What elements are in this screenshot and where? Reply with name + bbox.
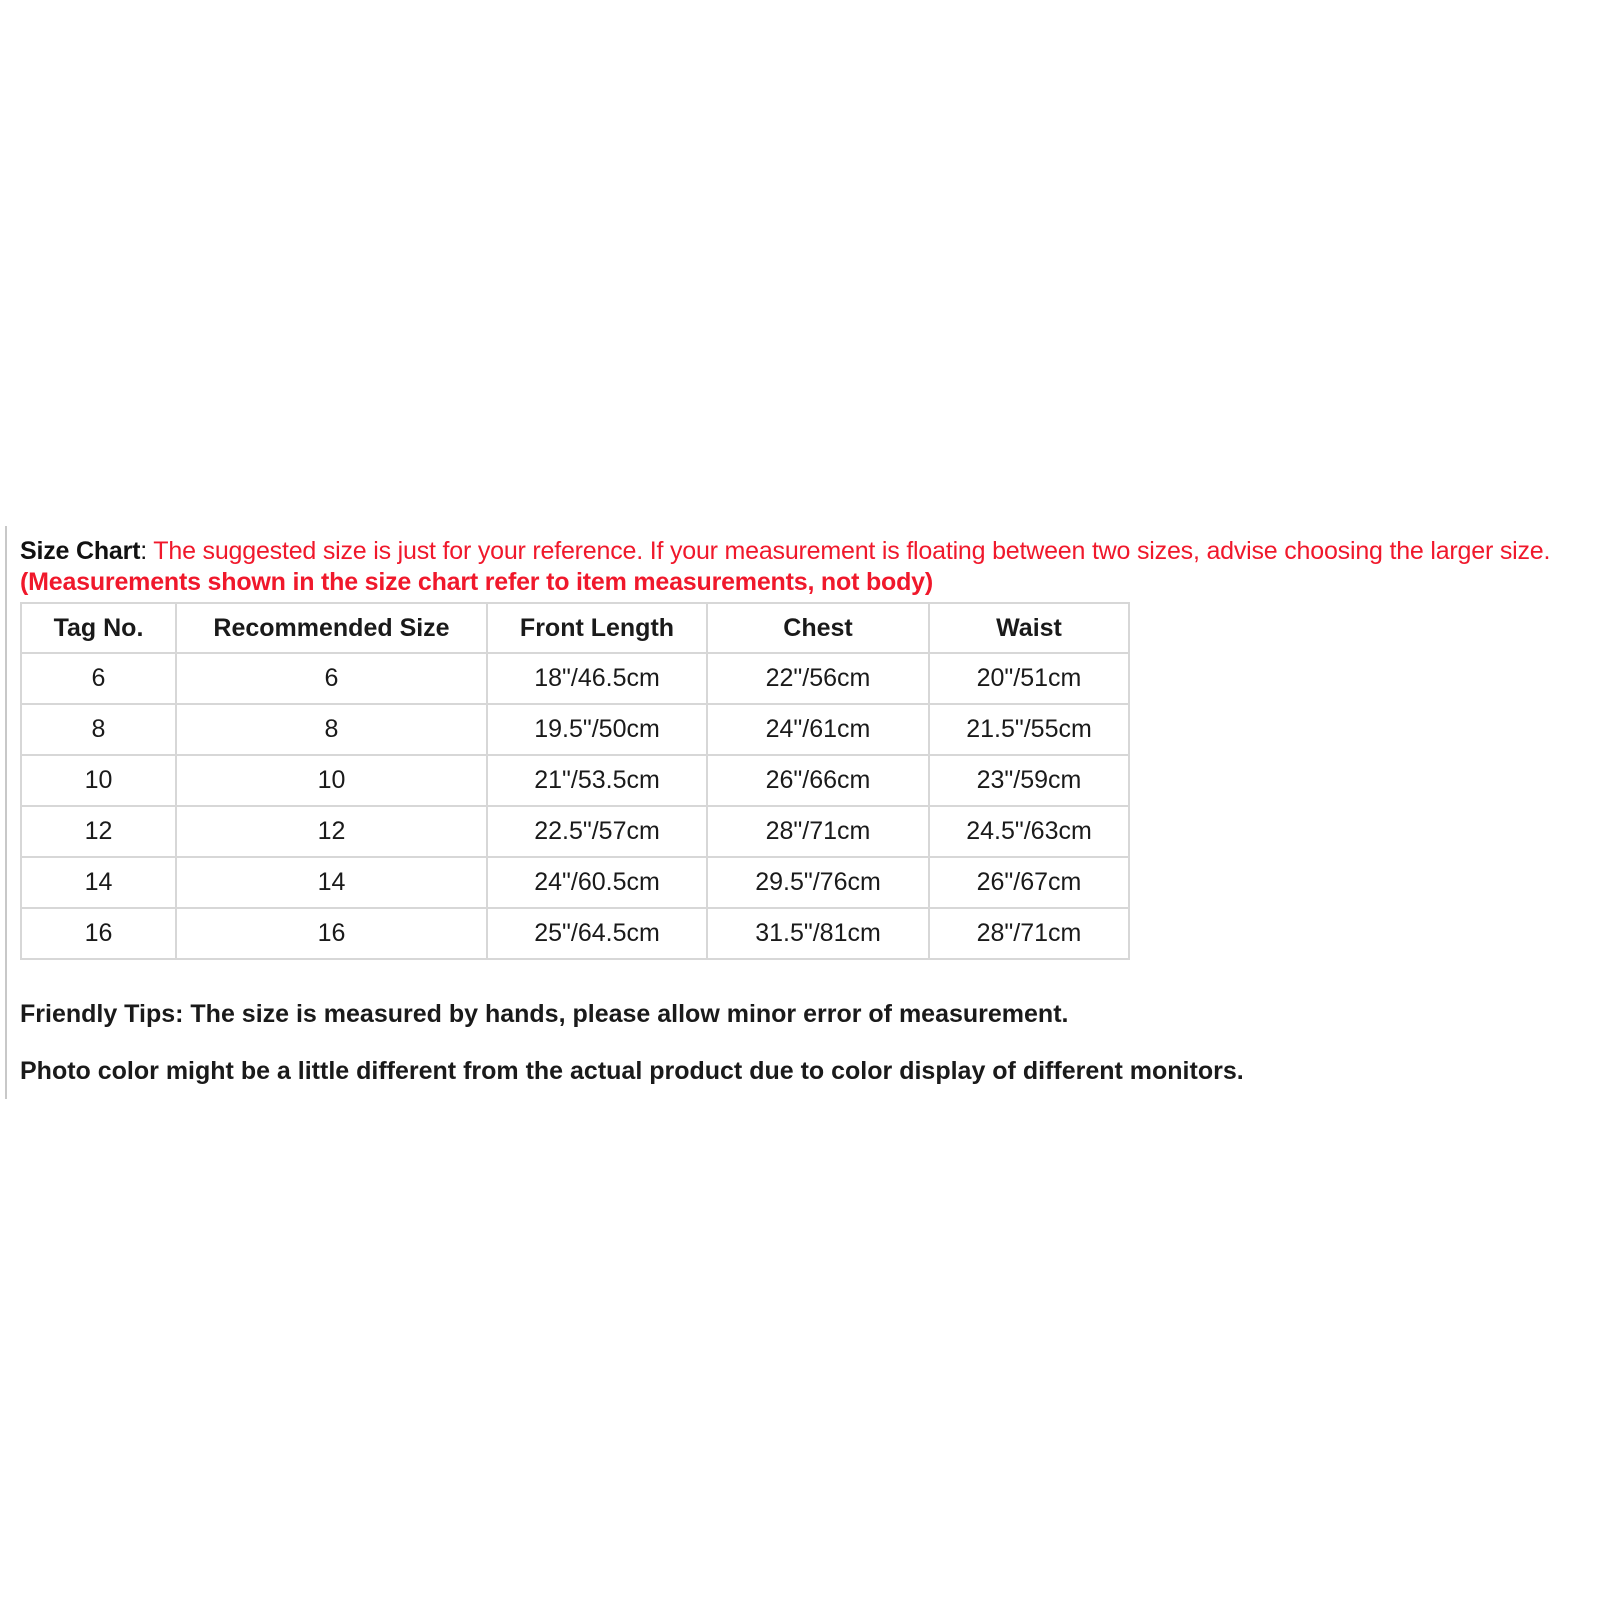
table-row <box>21 857 1129 908</box>
size-chart-label: Size Chart <box>20 537 141 565</box>
size-chart-colon: : <box>140 537 148 565</box>
cell-tag-no: 12 <box>21 806 176 857</box>
table-header-row <box>21 603 1129 653</box>
header-waist: Waist <box>929 603 1129 653</box>
size-chart-panel <box>5 526 1617 1099</box>
cell-waist: 24.5"/63cm <box>929 806 1129 857</box>
cell-waist: 26"/67cm <box>929 857 1129 908</box>
cell-chest: 31.5"/81cm <box>707 908 929 959</box>
size-chart-description: The suggested size is just for your reference. If your measurement is floating between two sizes, advise choosing the larger size. <box>147 537 1551 565</box>
header-front-length: Front Length <box>487 603 707 653</box>
cell-front-length: 24"/60.5cm <box>487 857 707 908</box>
friendly-tips: Friendly Tips: The size is measured by hands, please allow minor error of measurement. <box>20 1000 1069 1028</box>
cell-front-length: 19.5"/50cm <box>487 704 707 755</box>
cell-tag-no: 8 <box>21 704 176 755</box>
cell-chest: 24"/61cm <box>707 704 929 755</box>
size-chart-note: (Measurements shown in the size chart refer to item measurements, not body) <box>20 568 933 596</box>
cell-recommended-size: 8 <box>176 704 487 755</box>
cell-chest: 22"/56cm <box>707 653 929 704</box>
cell-recommended-size: 6 <box>176 653 487 704</box>
cell-chest: 28"/71cm <box>707 806 929 857</box>
cell-waist: 21.5"/55cm <box>929 704 1129 755</box>
cell-tag-no: 10 <box>21 755 176 806</box>
header-recommended-size: Recommended Size <box>176 603 487 653</box>
cell-front-length: 22.5"/57cm <box>487 806 707 857</box>
cell-tag-no: 6 <box>21 653 176 704</box>
cell-front-length: 25"/64.5cm <box>487 908 707 959</box>
photo-color-note: Photo color might be a little different from the actual product due to color display of different monitors. <box>20 1057 1244 1085</box>
header-tag-no: Tag No. <box>21 603 176 653</box>
cell-waist: 28"/71cm <box>929 908 1129 959</box>
cell-front-length: 18"/46.5cm <box>487 653 707 704</box>
table-row <box>21 704 1129 755</box>
cell-tag-no: 14 <box>21 857 176 908</box>
table-row <box>21 755 1129 806</box>
table-row <box>21 908 1129 959</box>
cell-tag-no: 16 <box>21 908 176 959</box>
cell-chest: 29.5"/76cm <box>707 857 929 908</box>
cell-chest: 26"/66cm <box>707 755 929 806</box>
cell-recommended-size: 10 <box>176 755 487 806</box>
table-row <box>21 806 1129 857</box>
cell-waist: 23"/59cm <box>929 755 1129 806</box>
cell-recommended-size: 14 <box>176 857 487 908</box>
cell-waist: 20"/51cm <box>929 653 1129 704</box>
cell-recommended-size: 12 <box>176 806 487 857</box>
size-table <box>20 602 1130 960</box>
cell-recommended-size: 16 <box>176 908 487 959</box>
table-row <box>21 653 1129 704</box>
size-chart-intro <box>20 536 1620 598</box>
header-chest: Chest <box>707 603 929 653</box>
cell-front-length: 21"/53.5cm <box>487 755 707 806</box>
